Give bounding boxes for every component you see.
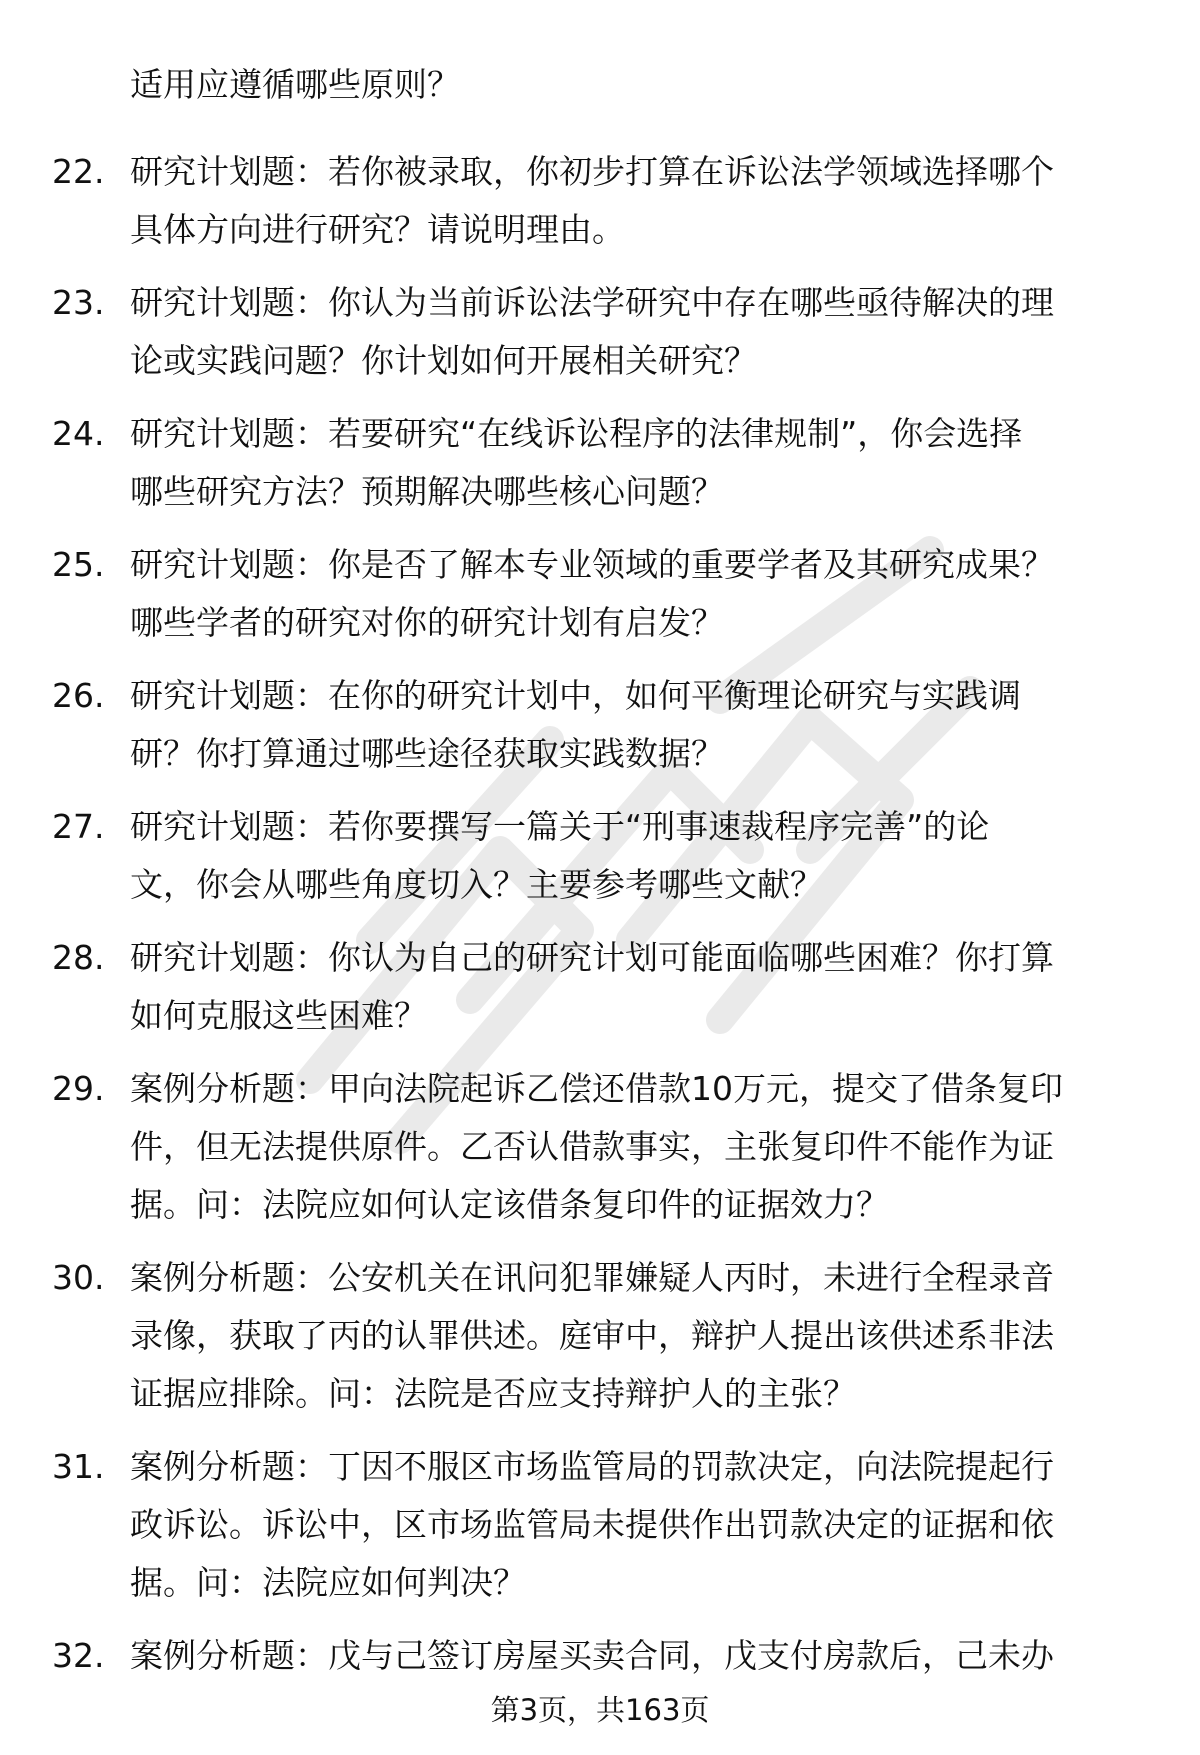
question-text-line: 据。问：法院应如何认定该借条复印件的证据效力？ (130, 1185, 889, 1224)
previous-question-continuation: 适用应遵循哪些原则？ (130, 65, 460, 104)
question-text-line: 研究计划题：若你要撰写一篇关于“刑事速裁程序完善”的论 (130, 807, 990, 846)
question-number: 22. (52, 152, 105, 191)
question-text-line: 据。问：法院应如何判决？ (130, 1563, 526, 1602)
question-number: 26. (52, 676, 105, 715)
question-number: 32. (52, 1636, 105, 1675)
question-text-line: 政诉讼。诉讼中，区市场监管局未提供作出罚款决定的证据和依 (130, 1505, 1054, 1544)
question-text-line: 研究计划题：若要研究“在线诉讼程序的法律规制”，你会选择 (130, 414, 1023, 453)
question-number: 29. (52, 1069, 105, 1108)
question-number: 31. (52, 1447, 105, 1486)
question-text-line: 哪些研究方法？预期解决哪些核心问题？ (130, 472, 724, 511)
question-text-line: 证据应排除。问：法院是否应支持辩护人的主张？ (130, 1374, 856, 1413)
question-text-line: 研究计划题：你是否了解本专业领域的重要学者及其研究成果？ (130, 545, 1054, 584)
question-number: 25. (52, 545, 105, 584)
question-text-line: 如何克服这些困难？ (130, 996, 427, 1035)
question-text-line: 研究计划题：你认为当前诉讼法学研究中存在哪些亟待解决的理 (130, 283, 1054, 322)
question-text-line: 研究计划题：若你被录取，你初步打算在诉讼法学领域选择哪个 (130, 152, 1054, 191)
question-text-line: 研究计划题：你认为自己的研究计划可能面临哪些困难？你打算 (130, 938, 1054, 977)
question-text-line: 案例分析题：公安机关在讯问犯罪嫌疑人丙时，未进行全程录音 (130, 1258, 1054, 1297)
question-text-line: 件，但无法提供原件。乙否认借款事实，主张复印件不能作为证 (130, 1127, 1054, 1166)
question-number: 24. (52, 414, 105, 453)
question-text-line: 研？你打算通过哪些途径获取实践数据？ (130, 734, 724, 773)
question-text-line: 具体方向进行研究？请说明理由。 (130, 210, 625, 249)
question-text-line: 文，你会从哪些角度切入？主要参考哪些文献？ (130, 865, 823, 904)
question-number: 27. (52, 807, 105, 846)
question-number: 28. (52, 938, 105, 977)
question-text-line: 案例分析题：戊与己签订房屋买卖合同，戊支付房款后，己未办 (130, 1636, 1054, 1675)
question-number: 30. (52, 1258, 105, 1297)
page-number-footer: 第3页，共163页 (490, 1693, 710, 1727)
question-text-line: 研究计划题：在你的研究计划中，如何平衡理论研究与实践调 (130, 676, 1021, 715)
question-text-line: 录像，获取了丙的认罪供述。庭审中，辩护人提出该供述系非法 (130, 1316, 1054, 1355)
question-number: 23. (52, 283, 105, 322)
question-text-line: 案例分析题：丁因不服区市场监管局的罚款决定，向法院提起行 (130, 1447, 1054, 1486)
question-text-line: 哪些学者的研究对你的研究计划有启发？ (130, 603, 724, 642)
question-text-line: 论或实践问题？你计划如何开展相关研究？ (130, 341, 757, 380)
question-text-line: 案例分析题：甲向法院起诉乙偿还借款10万元，提交了借条复印 (130, 1069, 1063, 1108)
